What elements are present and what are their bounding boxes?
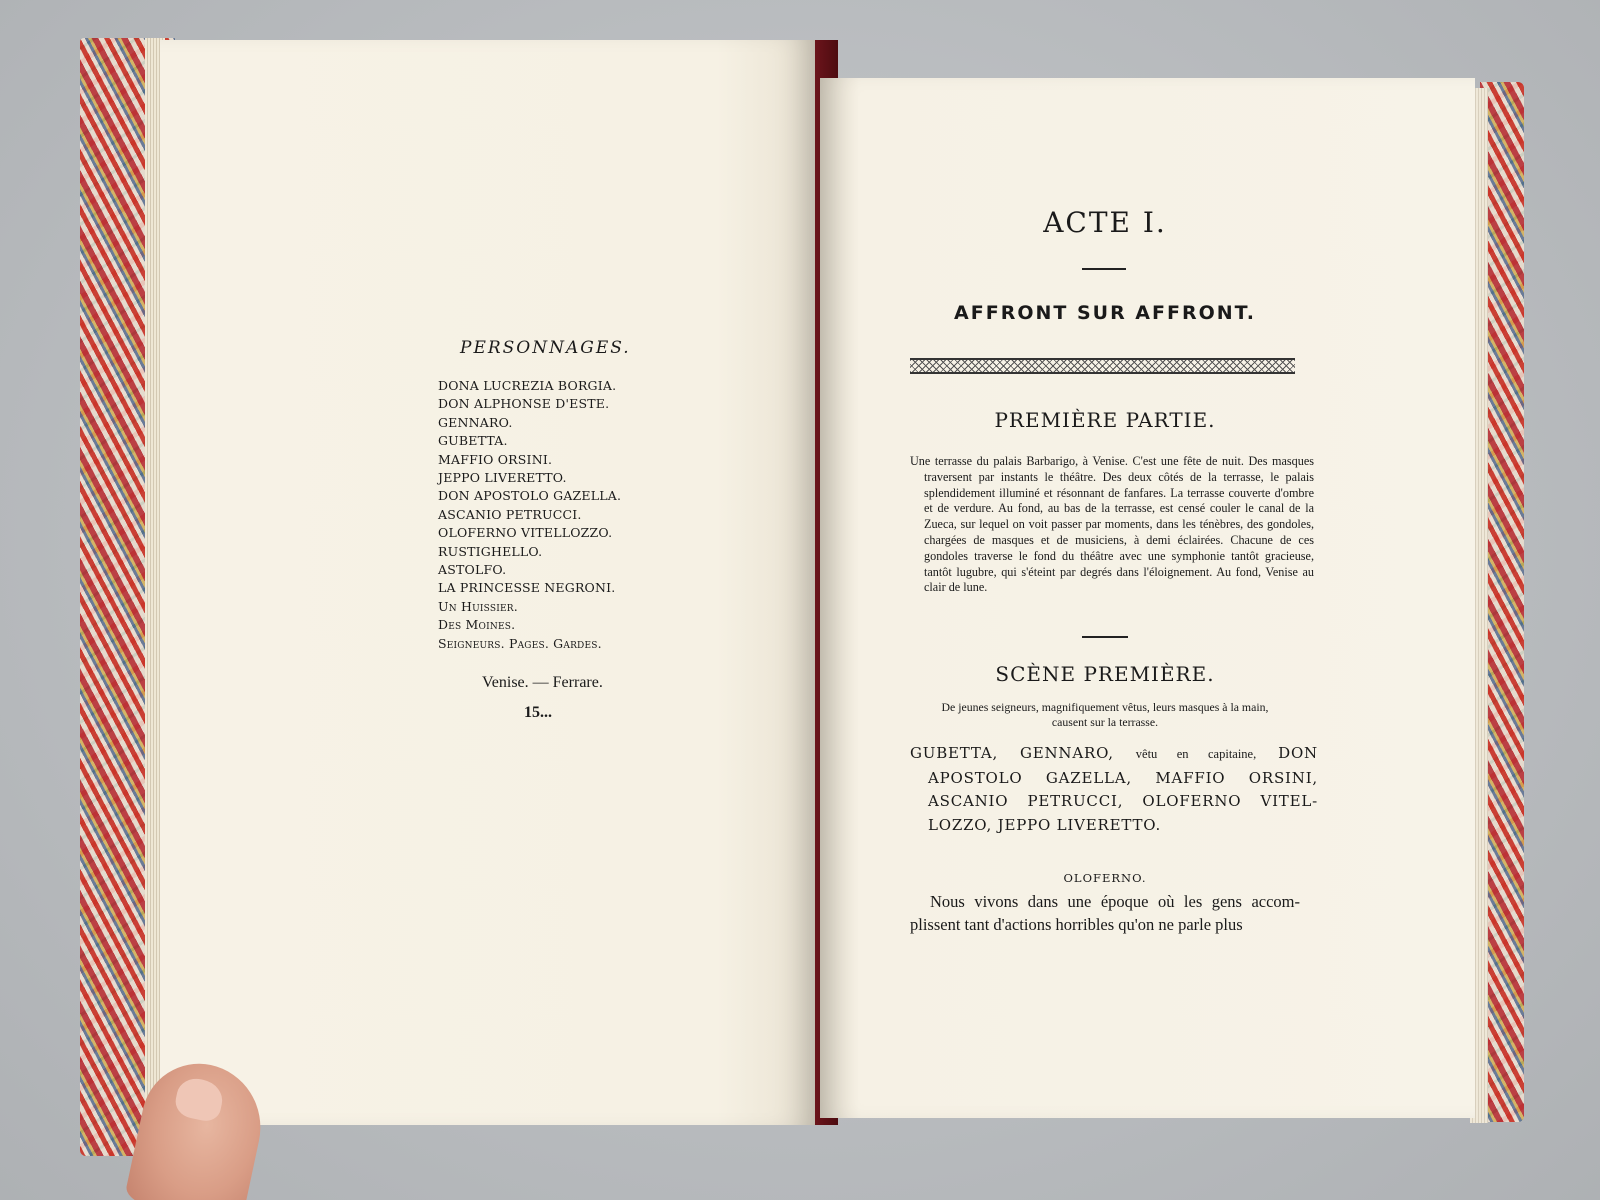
cast-item: MAFFIO ORSINI. — [438, 451, 553, 467]
cast-item: Un Huissier. — [438, 598, 518, 614]
cast-list — [438, 377, 621, 653]
cast-item: LA PRINCESSE NEGRONI. — [438, 580, 616, 596]
cast-item: DONA LUCREZIA BORGIA. — [438, 378, 617, 393]
setting-year: 15... — [524, 704, 552, 721]
cast-item: DON ALPHONSE D'ESTE. — [438, 396, 610, 412]
cast-heading: PERSONNAGES. — [460, 338, 631, 358]
cast-item: DON APOSTOLO GAZELLA. — [438, 488, 622, 504]
cast-item: GENNARO. — [438, 414, 513, 430]
act-subtitle: AFFRONT SUR AFFRONT. — [954, 302, 1256, 324]
thumbnail — [173, 1075, 226, 1124]
scene-direction: De jeunes seigneurs, magnifiquement vêtus, leurs masques à la main, causent sur la terrasse. — [941, 700, 1269, 729]
divider-rule — [1082, 268, 1126, 270]
characters-text: GUBETTA, GENNARO, — [910, 744, 1136, 762]
ornamental-divider — [910, 358, 1295, 374]
cast-item: JEPPO LIVERETTO. — [438, 470, 567, 486]
left-page — [160, 40, 815, 1125]
cast-item: ASCANIO PETRUCCI. — [438, 506, 582, 522]
speaker-name: OLOFERNO. — [1063, 871, 1147, 885]
cast-item: Seigneurs. Pages. Gardes. — [438, 635, 602, 651]
characters-text: DON APOSTOLO GAZELLA, MAFFIO ORSINI, ASCANIO PETRUCCI, OLOFERNO VITEL-LOZZO, JEPPO LIVERETTO. — [928, 744, 1318, 834]
cast-item: GUBETTA. — [438, 433, 508, 449]
act-title: ACTE I. — [1043, 206, 1167, 239]
scene-title: SCÈNE PREMIÈRE. — [995, 662, 1215, 686]
stage-direction: Une terrasse du palais Barbarigo, à Venise. C'est une fête de nuit. Des masques traversent par instants le théâtre. Des deux côtés de la terrasse, le palais splendidement illuminé et résonnant de fanfares. La terrasse couverte d'ombre et de verdure. Au fond, au bas de la terrasse, est censé couler le canal de la Zueca, sur lequel on voit passer par moments, dans les ténèbres, des gondoles, chargées de masques et de musiciens, à demi éclairées. Chacune de ces gondoles traverse le fond du théâtre avec une symphonie tantôt gracieuse, tantôt lugubre, qui s'éteint par degrés dans l'éloignement. Au fond, Venise au clair de lune. — [910, 454, 1314, 595]
right-page — [820, 78, 1475, 1118]
costume-note: vêtu en capitaine, — [1135, 747, 1257, 761]
part-title: PREMIÈRE PARTIE. — [994, 408, 1216, 432]
cast-item: Des Moines. — [438, 617, 516, 633]
speech-text: Nous vivons dans une époque où les gens accom-plissent tant d'actions horribles qu'on ne parle plus — [910, 892, 1300, 934]
cast-item: OLOFERNO VITELLOZZO. — [438, 525, 613, 541]
cast-item: RUSTIGHELLO. — [438, 543, 543, 559]
divider-rule — [1082, 636, 1128, 638]
cast-item: ASTOLFO. — [438, 562, 507, 578]
scene-characters — [910, 742, 1318, 837]
setting-place: Venise. — Ferrare. — [482, 674, 603, 691]
